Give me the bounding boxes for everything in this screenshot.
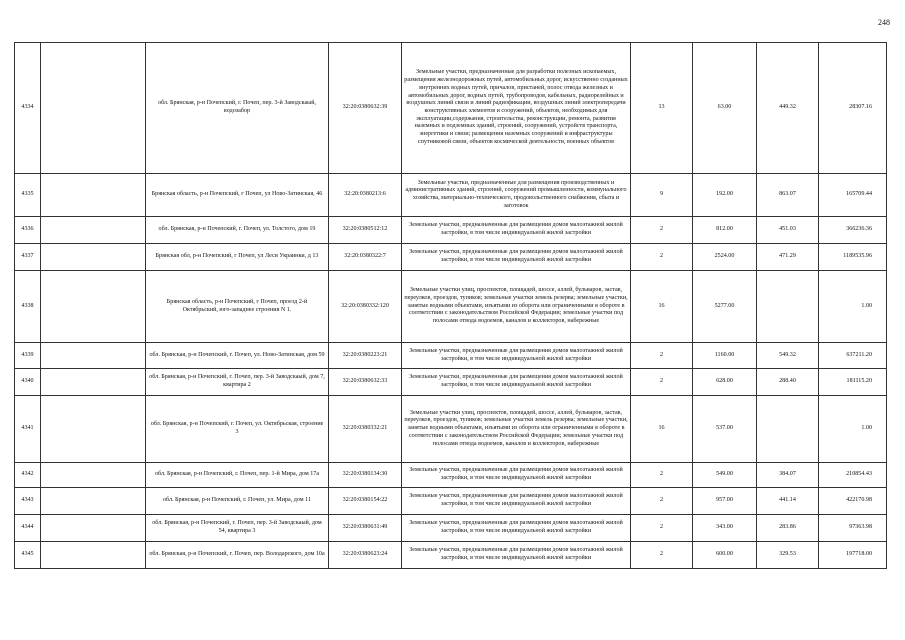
cadastral-number-cell: 32:20:0380631:49 [329,515,402,542]
group-number-cell: 2 [631,244,693,271]
group-number-cell: 16 [631,396,693,463]
group-number-cell: 9 [631,174,693,217]
group-number-cell: 2 [631,515,693,542]
row-number-cell: 4341 [15,396,41,463]
spacer-cell [41,463,146,488]
land-use-cell: Земельные участки, предназначенные для размещения производственных и административных зданий, строений, сооружений промышленности, коммунального хозяйства, материально-технического, продовольственного снабжения, сбыта и заготовок [402,174,631,217]
group-number-cell: 16 [631,271,693,343]
cadastral-number-cell: 32:20:0380632:39 [329,43,402,174]
group-number-cell: 2 [631,463,693,488]
group-number-cell: 13 [631,43,693,174]
cadastral-number-cell: 32:20:0380213:6 [329,174,402,217]
address-cell: обл. Брянская, р-н Почепский, г. Почеп, пер. 3-й Заводскаый, водозабор [146,43,329,174]
table-row [15,542,887,569]
table-row [15,244,887,271]
cadastral-value-cell: 165709.44 [819,174,887,217]
address-cell: обл. Брянская, р-н Почепский, г. Почеп, ул. Октябрьская, строение 3 [146,396,329,463]
land-use-cell: Земельные участки, предназначенные для размещения домов малоэтажной жилой застройки, в том числе индивидуальной жилой застройки [402,542,631,569]
spacer-cell [41,43,146,174]
group-number-cell: 2 [631,343,693,369]
cadastral-value-cell: 637211.20 [819,343,887,369]
cadastral-value-cell: 422170.98 [819,488,887,515]
table-row [15,396,887,463]
area-cell: 537.00 [693,396,757,463]
table-row [15,369,887,396]
cadastral-number-cell: 32:20:0380632:33 [329,369,402,396]
area-cell: 628.00 [693,369,757,396]
row-number-cell: 4337 [15,244,41,271]
area-cell: 192.00 [693,174,757,217]
spacer-cell [41,217,146,244]
cadastral-value-cell: 366236.36 [819,217,887,244]
row-number-cell: 4344 [15,515,41,542]
address-cell: обл. Брянская, р-н Почепский, г. Почеп, ул. Ново-Затинская, дом 59 [146,343,329,369]
land-use-cell: Земельные участки, предназначенные для размещения домов малоэтажной жилой застройки, в том числе индивидуальной жилой застройки [402,369,631,396]
address-cell: обл. Брянская, р-н Почепский, г. Почеп, пер. 3-й Заводскаый, дом 54, квартира 3 [146,515,329,542]
spacer-cell [41,396,146,463]
table-row [15,174,887,217]
area-cell: 63.00 [693,43,757,174]
area-cell: 343.00 [693,515,757,542]
cadastral-number-cell: 32:20:0380332:21 [329,396,402,463]
spacer-cell [41,244,146,271]
address-cell: Брянская область, р-н Почепский, г Почеп, ул Ново-Затинская, 46 [146,174,329,217]
area-cell: 812.00 [693,217,757,244]
area-cell: 957.00 [693,488,757,515]
specific-value-cell: 329.53 [757,542,819,569]
row-number-cell: 4340 [15,369,41,396]
row-number-cell: 4336 [15,217,41,244]
specific-value-cell: 863.07 [757,174,819,217]
group-number-cell: 2 [631,369,693,396]
land-use-cell: Земельные участки, предназначенные для размещения домов малоэтажной жилой застройки, в том числе индивидуальной жилой застройки [402,343,631,369]
group-number-cell: 2 [631,217,693,244]
spacer-cell [41,515,146,542]
cadastral-number-cell: 32:20:0380332:120 [329,271,402,343]
specific-value-cell: 288.40 [757,369,819,396]
land-use-cell: Земельные участки улиц, проспектов, площадей, шоссе, аллей, бульваров, застав, переулков, проездов, тупиков; земельные участки земель резерва; земельные участки, занятые водными объектами, изъятыми из оборота или ограниченными в обороте в соответствии с законодательством Российской Федерации; земельные участки под полосами отвода водоемов, каналов и коллекторов, набережные [402,271,631,343]
row-number-cell: 4338 [15,271,41,343]
spacer-cell [41,542,146,569]
land-use-cell: Земельные участки улиц, проспектов, площадей, шоссе, аллей, бульваров, застав, переулков, проездов, тупиков; земельные участки земель резерва; земельные участки, занятые водными объектами, изъятыми из оборота или ограниченными в обороте в соответствии с законодательством Российской Федерации; земельные участки под полосами отвода водоемов, каналов и коллекторов, набережные [402,396,631,463]
row-number-cell: 4334 [15,43,41,174]
land-use-cell: Земельные участки, предназначенные для размещения домов малоэтажной жилой застройки, в том числе индивидуальной жилой застройки [402,515,631,542]
cadastral-value-cell: 1.00 [819,271,887,343]
row-number-cell: 4343 [15,488,41,515]
group-number-cell: 2 [631,488,693,515]
cadastral-value-cell: 28307.16 [819,43,887,174]
area-cell: 600.00 [693,542,757,569]
cadastral-value-cell: 1189535.96 [819,244,887,271]
table-row [15,43,887,174]
page-number: 248 [878,18,890,27]
table-row [15,463,887,488]
address-cell: обл. Брянская, р-н Почепский, г. Почеп, пер. Володарского, дом 10а [146,542,329,569]
area-cell: 1160.00 [693,343,757,369]
specific-value-cell: 549.32 [757,343,819,369]
spacer-cell [41,488,146,515]
cadastral-value-table [14,42,887,569]
specific-value-cell: 441.14 [757,488,819,515]
address-cell: Брянская область, р-н Почепский, г Почеп, проезд 2-й Октябрьский, юго-западнее строения N 1. [146,271,329,343]
row-number-cell: 4345 [15,542,41,569]
land-use-cell: Земельные участки, предназначенные для разработки полезных ископаемых, размещения железнодорожных путей, автомобильных дорог, искусственно созданных внутренних водных путей, причалов, пристаней, полос отвода железных и автомобильных дорог, водных путей, трубопроводов, кабельных, радиорелейных и воздушных линий связи и линий радиофикации, воздушных линий электропередачи конструктивных элементов и сооружений, объектов, необходимых для эксплуатации,содержания, строительства, реконструкции, ремонта, развития наземных и подземных зданий, строений, сооружений, устройств транспорта, энергетики и связи; размещения наземных сооружений и инфраструктуры спутниковой связи, объектов космической деятельности, военных объектов [402,43,631,174]
spacer-cell [41,343,146,369]
cadastral-number-cell: 32:20:0380223:21 [329,343,402,369]
group-number-cell: 2 [631,542,693,569]
land-use-cell: Земельные участки, предназначенные для размещения домов малоэтажной жилой застройки, в том числе индивидуальной жилой застройки [402,463,631,488]
cadastral-value-cell: 197718.00 [819,542,887,569]
table-row [15,217,887,244]
address-cell: обл. Брянская, р-н Почепский, г. Почеп, пер. 1-й Мира, дом 17а [146,463,329,488]
spacer-cell [41,174,146,217]
cadastral-number-cell: 32:20:0380512:12 [329,217,402,244]
area-cell: 549.00 [693,463,757,488]
area-cell: 5277.00 [693,271,757,343]
land-use-cell: Земельные участки, предназначенные для размещения домов малоэтажной жилой застройки, в том числе индивидуальной жилой застройки [402,217,631,244]
spacer-cell [41,369,146,396]
specific-value-cell: 449.32 [757,43,819,174]
address-cell: Брянская обл, р-н Почепский, г Почеп, ул Леси Украинки, д 13 [146,244,329,271]
table-row [15,515,887,542]
address-cell: обл. Брянская, р-н Почепский, г. Почеп, пер. 3-й Заводскаый, дом 7, квартира 2 [146,369,329,396]
land-use-cell: Земельные участки, предназначенные для размещения домов малоэтажной жилой застройки, в том числе индивидуальной жилой застройки [402,244,631,271]
specific-value-cell: 384.07 [757,463,819,488]
cadastral-value-cell: 97363.98 [819,515,887,542]
row-number-cell: 4342 [15,463,41,488]
land-use-cell: Земельные участки, предназначенные для размещения домов малоэтажной жилой застройки, в том числе индивидуальной жилой застройки [402,488,631,515]
specific-value-cell: 471.29 [757,244,819,271]
row-number-cell: 4339 [15,343,41,369]
table-row [15,488,887,515]
cadastral-value-cell: 1.00 [819,396,887,463]
table-row [15,343,887,369]
cadastral-number-cell: 32:20:0380134:30 [329,463,402,488]
cadastral-value-cell: 181115.20 [819,369,887,396]
cadastral-number-cell: 32:20:0380322:7 [329,244,402,271]
cadastral-number-cell: 32:20:0380623:24 [329,542,402,569]
specific-value-cell [757,396,819,463]
address-cell: обл. Брянская, р-н Почепский, г. Почеп, ул. Толстого, дом 19 [146,217,329,244]
spacer-cell [41,271,146,343]
specific-value-cell: 451.03 [757,217,819,244]
specific-value-cell [757,271,819,343]
area-cell: 2524.00 [693,244,757,271]
cadastral-value-cell: 210854.43 [819,463,887,488]
table-row [15,271,887,343]
row-number-cell: 4335 [15,174,41,217]
address-cell: обл. Брянская, р-н Почепский, г. Почеп, ул. Мира, дом 11 [146,488,329,515]
cadastral-number-cell: 32:20:0380154:22 [329,488,402,515]
specific-value-cell: 283.86 [757,515,819,542]
